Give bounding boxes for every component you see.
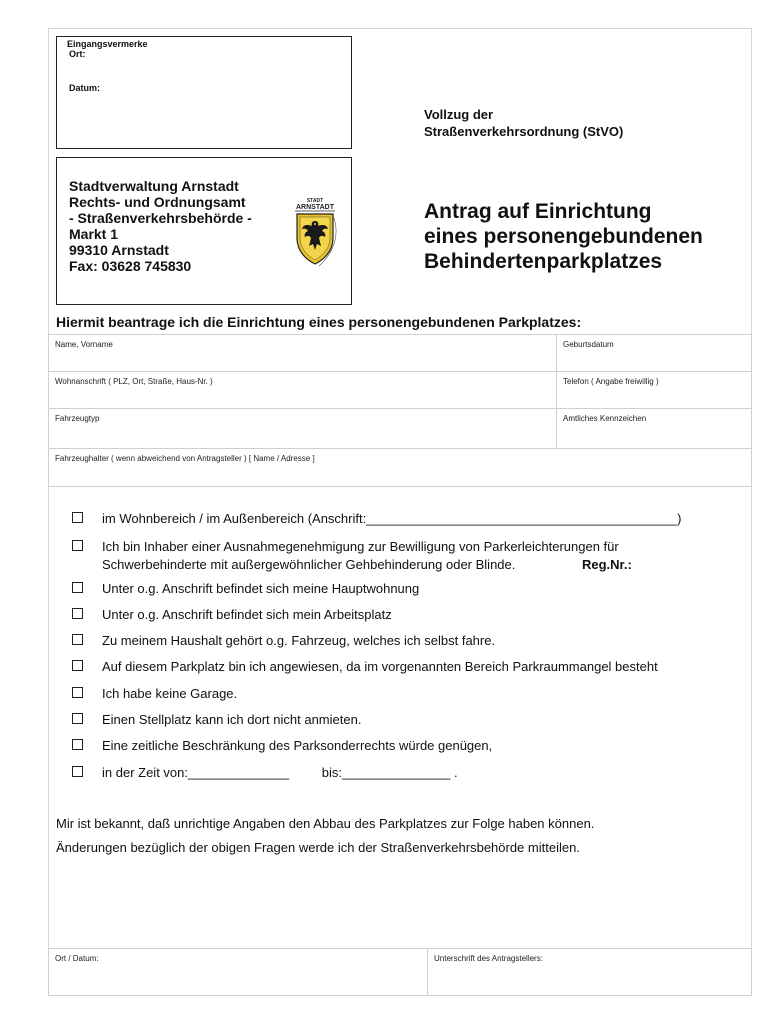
- fahrzeughalter-label: Fahrzeughalter ( wenn abweichend von Antragsteller ) [ Name / Adresse ]: [55, 454, 315, 463]
- address-lines: [69, 178, 252, 274]
- checkbox-label: Unter o.g. Anschrift befindet sich meine Hauptwohnung: [102, 581, 420, 596]
- wohnanschrift-field[interactable]: [49, 372, 557, 409]
- ort-datum-field[interactable]: [49, 949, 428, 996]
- checkbox-label: Ich habe keine Garage.: [102, 686, 238, 701]
- form-title-line-2: eines personengebundenen: [424, 225, 703, 248]
- checkbox[interactable]: [72, 660, 83, 671]
- checkbox-label: Ich bin Inhaber einer Ausnahmegenehmigung zur Bewilligung von Parkerleichterungen für: [102, 539, 619, 554]
- checkbox-label: Unter o.g. Anschrift befindet sich mein Arbeitsplatz: [102, 607, 392, 622]
- vollzug-line-1: Vollzug der: [424, 107, 494, 122]
- vollzug-line-2: Straßenverkehrsordnung (StVO): [424, 124, 624, 139]
- checkbox-label-line-2: Schwerbehinderte mit außergewöhnlicher Gehbehinderung oder Blinde.: [102, 557, 516, 572]
- address-line-4: Markt 1: [69, 226, 119, 242]
- checkbox[interactable]: [72, 582, 83, 593]
- name-field[interactable]: [49, 335, 557, 372]
- reg-nr-label: Reg.Nr.:: [582, 557, 632, 572]
- checkbox[interactable]: [72, 634, 83, 645]
- eingang-datum: Datum:: [69, 83, 100, 93]
- checkbox-label: Eine zeitliche Beschränkung des Parksonderrechts würde genügen,: [102, 738, 493, 753]
- checkbox[interactable]: [72, 540, 83, 551]
- fahrzeughalter-field[interactable]: [49, 449, 752, 487]
- signature-table: [48, 948, 752, 996]
- checkbox-label: in der Zeit von:______________ bis:_______________ .: [102, 765, 458, 780]
- wohnanschrift-label: Wohnanschrift ( PLZ, Ort, Straße, Haus-Nr. ): [55, 377, 213, 386]
- form-title: [424, 199, 703, 274]
- checkbox[interactable]: [72, 766, 83, 777]
- intro-text: Hiermit beantrage ich die Einrichtung eines personengebundenen Parkplatzes:: [56, 314, 582, 330]
- kennzeichen-label: Amtliches Kennzeichen: [563, 414, 647, 423]
- fahrzeugtyp-field[interactable]: [49, 409, 557, 449]
- vollzug-heading: [424, 106, 623, 140]
- address-line-1: Stadtverwaltung Arnstadt: [69, 178, 239, 194]
- checkbox-label: Auf diesem Parkplatz bin ich angewiesen, da im vorgenannten Bereich Parkraummangel besteht: [102, 659, 658, 674]
- form-title-line-3: Behindertenparkplatzes: [424, 250, 663, 273]
- checkbox[interactable]: [72, 512, 83, 523]
- checkbox[interactable]: [72, 608, 83, 619]
- eingangsvermerk-box: [56, 36, 352, 149]
- address-line-6: Fax: 03628 745830: [69, 258, 192, 274]
- address-line-3: - Straßenverkehrsbehörde -: [69, 210, 252, 226]
- applicant-fields-table: [48, 334, 752, 487]
- kennzeichen-field[interactable]: [557, 409, 752, 449]
- fahrzeugtyp-label: Fahrzeugtyp: [55, 414, 100, 423]
- geburtsdatum-label: Geburtsdatum: [563, 340, 614, 349]
- checkbox-label: im Wohnbereich / im Außenbereich (Anschrift:___________________________________________): [102, 511, 682, 526]
- unterschrift-field[interactable]: [428, 949, 752, 996]
- ort-datum-label: Ort / Datum:: [55, 954, 99, 963]
- checkbox[interactable]: [72, 739, 83, 750]
- geburtsdatum-field[interactable]: [557, 335, 752, 372]
- svg-text:STADT: STADT: [306, 198, 324, 204]
- form-title-line-1: Antrag auf Einrichtung: [424, 200, 652, 223]
- telefon-field[interactable]: [557, 372, 752, 409]
- checkbox[interactable]: [72, 713, 83, 724]
- notice-line-1: Mir ist bekannt, daß unrichtige Angaben den Abbau des Parkplatzes zur Folge haben können.: [56, 816, 595, 831]
- address-line-5: 99310 Arnstadt: [69, 242, 169, 258]
- svg-text:ARNSTADT: ARNSTADT: [296, 204, 334, 211]
- checkbox[interactable]: [72, 687, 83, 698]
- checkbox-label: Zu meinem Haushalt gehört o.g. Fahrzeug, welches ich selbst fahre.: [102, 633, 496, 648]
- notice-line-2: Änderungen bezüglich der obigen Fragen werde ich der Straßenverkehrsbehörde mitteilen.: [56, 840, 580, 855]
- unterschrift-label: Unterschrift des Antragstellers:: [434, 954, 543, 963]
- telefon-label: Telefon ( Angabe freiwillig ): [563, 377, 659, 386]
- eingang-title: Eingangsvermerke: [67, 39, 148, 49]
- address-line-2: Rechts- und Ordnungsamt: [69, 194, 246, 210]
- eagle-crest-icon: [289, 194, 341, 270]
- name-label: Name, Vorname: [55, 340, 113, 349]
- eingang-ort: Ort:: [69, 49, 86, 59]
- address-box: [56, 157, 352, 305]
- checkbox-label: Einen Stellplatz kann ich dort nicht anmieten.: [102, 712, 362, 727]
